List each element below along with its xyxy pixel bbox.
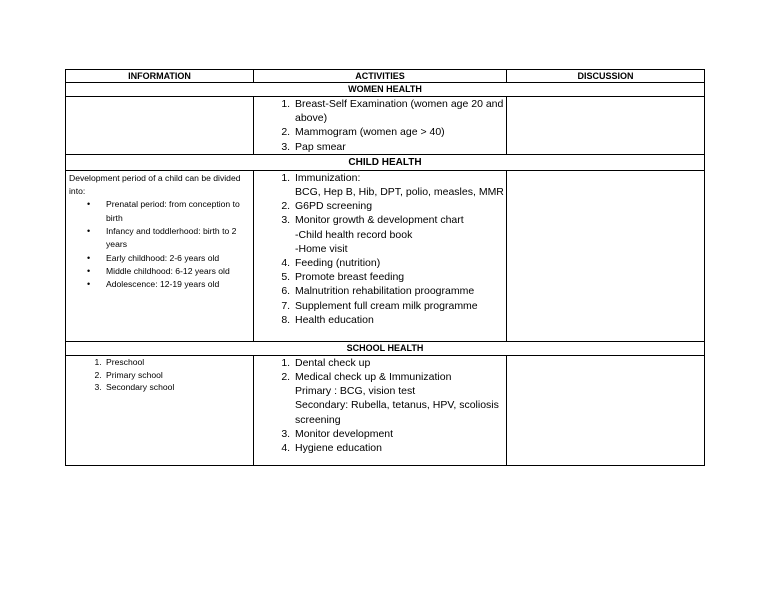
list-item: 4. Feeding (nutrition) [293, 256, 506, 270]
header-discussion: DISCUSSION [507, 70, 705, 83]
activity-detail: -Home visit [295, 242, 348, 255]
list-item: 6. Malnutrition rehabilitation proogramme [293, 284, 506, 298]
header-information: INFORMATION [66, 70, 254, 83]
women-health-row [66, 97, 705, 155]
women-health-activities [254, 97, 507, 155]
list-item: • Middle childhood: 6-12 years old [105, 265, 250, 278]
info-intro: Development period of a child can be divided into: [69, 172, 241, 197]
child-health-discussion [507, 170, 705, 341]
activity-detail: -Child health record book [295, 228, 413, 241]
school-health-information [66, 355, 254, 465]
development-period-list [69, 198, 250, 291]
section-row-child-health [66, 154, 705, 170]
list-item: 1. Breast-Self Examination (women age 20 and above) [293, 97, 506, 125]
table-header-row [66, 70, 705, 83]
activity-title: Immunization: [295, 171, 361, 184]
child-health-activities [254, 170, 507, 341]
school-level-list [66, 356, 253, 394]
list-item [293, 370, 506, 427]
list-item [293, 171, 506, 199]
activity-title: Medical check up & Immunization [295, 371, 452, 384]
list-item: 2. Primary school [104, 369, 253, 382]
list-item: • Early childhood: 2-6 years old [105, 252, 250, 265]
list-item [293, 213, 506, 256]
activity-detail: Secondary: Rubella, tetanus, HPV, scoliosis screening [295, 399, 499, 426]
list-item: • Prenatal period: from conception to birth [105, 198, 250, 225]
list-item: 7. Supplement full cream milk programme [293, 299, 506, 313]
child-development-info [66, 171, 253, 292]
school-health-activity-list [254, 356, 506, 455]
list-item: • Infancy and toddlerhood: birth to 2 years [105, 225, 250, 252]
list-item: 4. Hygiene education [293, 441, 506, 455]
school-health-discussion [507, 355, 705, 465]
school-health-row [66, 355, 705, 465]
activity-detail: BCG, Hep B, Hib, DPT, polio, measles, MMR [295, 186, 504, 199]
list-item: 3. Monitor development [293, 427, 506, 441]
women-health-information [66, 97, 254, 155]
list-item: 3. Secondary school [104, 381, 253, 394]
section-title-women-health: WOMEN HEALTH [66, 83, 705, 97]
list-item: 3. Pap smear [293, 140, 506, 154]
section-title-child-health: CHILD HEALTH [66, 154, 705, 170]
list-item: 2. G6PD screening [293, 199, 506, 213]
list-item: 5. Promote breast feeding [293, 270, 506, 284]
section-row-women-health [66, 83, 705, 97]
section-row-school-health [66, 341, 705, 355]
list-item: 1. Dental check up [293, 356, 506, 370]
child-health-row [66, 170, 705, 341]
header-activities: ACTIVITIES [254, 70, 507, 83]
section-title-school-health: SCHOOL HEALTH [66, 341, 705, 355]
activity-detail: Primary : BCG, vision test [295, 385, 416, 398]
child-health-activity-list [254, 171, 506, 327]
list-item: 2. Mammogram (women age > 40) [293, 125, 506, 139]
activity-title: Monitor growth & development chart [295, 214, 464, 227]
women-health-discussion [507, 97, 705, 155]
child-health-information [66, 170, 254, 341]
list-item: • Adolescence: 12-19 years old [105, 278, 250, 291]
women-health-activity-list [254, 97, 506, 154]
health-activities-table [65, 69, 705, 466]
school-health-activities [254, 355, 507, 465]
list-item: 8. Health education [293, 313, 506, 327]
list-item: 1. Preschool [104, 356, 253, 369]
